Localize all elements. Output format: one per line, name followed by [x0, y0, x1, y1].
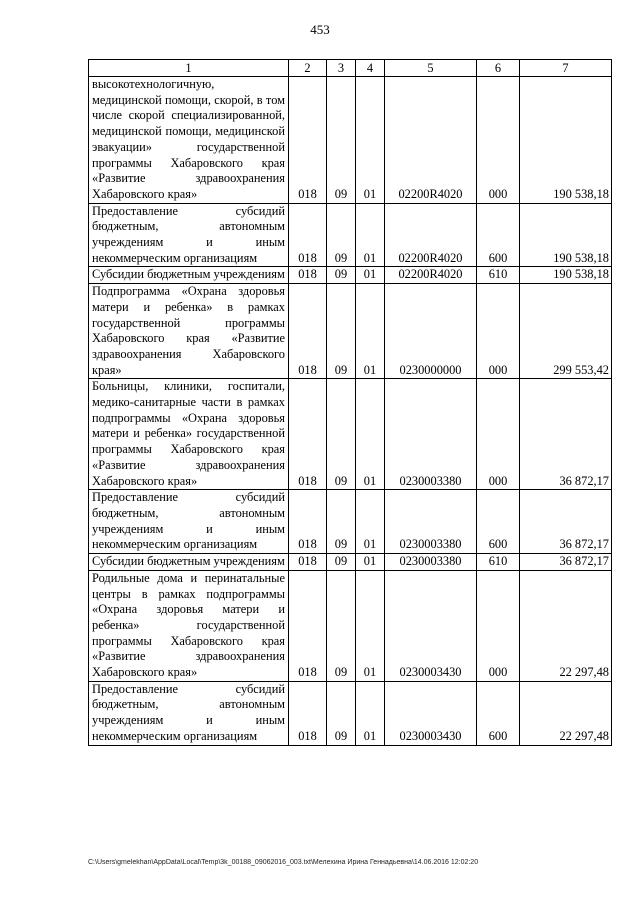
cell-target-article: 0230003430 [385, 570, 477, 681]
cell-section: 09 [327, 490, 356, 554]
cell-target-article: 0230003380 [385, 379, 477, 490]
cell-section: 09 [327, 554, 356, 571]
cell-section: 09 [327, 681, 356, 745]
column-header: 6 [477, 60, 520, 77]
cell-target-article: 0230003430 [385, 681, 477, 745]
cell-expense-type: 610 [477, 554, 520, 571]
cell-grbs: 018 [289, 570, 327, 681]
cell-sum: 36 872,17 [520, 554, 612, 571]
cell-subsection: 01 [356, 267, 385, 284]
table-row [89, 203, 612, 267]
row-name: Субсидии бюджетным учреждениям [89, 554, 289, 571]
cell-expense-type: 000 [477, 570, 520, 681]
cell-section: 09 [327, 267, 356, 284]
cell-expense-type: 000 [477, 77, 520, 204]
table-row [89, 681, 612, 745]
cell-grbs: 018 [289, 681, 327, 745]
cell-expense-type: 600 [477, 681, 520, 745]
cell-section: 09 [327, 570, 356, 681]
cell-target-article: 02200R4020 [385, 77, 477, 204]
row-name: высокотехнологичную, медицинской помощи, скорой, в том числе скорой специализированной, медицинской помощи, медицинской эвакуации» государственной программы Хабаровского края «Развитие здравоохранения Хабаровского края» [89, 77, 289, 204]
cell-section: 09 [327, 379, 356, 490]
cell-sum: 299 553,42 [520, 284, 612, 379]
cell-grbs: 018 [289, 379, 327, 490]
cell-expense-type: 000 [477, 284, 520, 379]
cell-subsection: 01 [356, 570, 385, 681]
cell-section: 09 [327, 203, 356, 267]
cell-sum: 190 538,18 [520, 77, 612, 204]
cell-sum: 36 872,17 [520, 379, 612, 490]
row-name: Родильные дома и перинатальные центры в рамках подпрограммы «Охрана здоровья матери и ребенка» государственной программы Хабаровского края «Развитие здравоохранения Хабаровского края» [89, 570, 289, 681]
row-name: Субсидии бюджетным учреждениям [89, 267, 289, 284]
cell-sum: 22 297,48 [520, 681, 612, 745]
table-row [89, 570, 612, 681]
cell-section: 09 [327, 77, 356, 204]
cell-sum: 190 538,18 [520, 267, 612, 284]
column-header: 2 [289, 60, 327, 77]
cell-grbs: 018 [289, 203, 327, 267]
table-row [89, 267, 612, 284]
column-header: 3 [327, 60, 356, 77]
cell-sum: 22 297,48 [520, 570, 612, 681]
cell-sum: 36 872,17 [520, 490, 612, 554]
budget-table [88, 59, 612, 746]
cell-sum: 190 538,18 [520, 203, 612, 267]
cell-expense-type: 610 [477, 267, 520, 284]
cell-subsection: 01 [356, 379, 385, 490]
cell-expense-type: 600 [477, 203, 520, 267]
column-header: 4 [356, 60, 385, 77]
table-row [89, 554, 612, 571]
cell-expense-type: 000 [477, 379, 520, 490]
cell-subsection: 01 [356, 554, 385, 571]
cell-subsection: 01 [356, 203, 385, 267]
cell-grbs: 018 [289, 490, 327, 554]
cell-subsection: 01 [356, 681, 385, 745]
column-header: 7 [520, 60, 612, 77]
cell-grbs: 018 [289, 267, 327, 284]
column-header: 1 [89, 60, 289, 77]
row-name: Предоставление субсидий бюджетным, автономным учреждениям и иным некоммерческим организациям [89, 490, 289, 554]
table-header-row [89, 60, 612, 77]
cell-section: 09 [327, 284, 356, 379]
table-row [89, 77, 612, 204]
column-header: 5 [385, 60, 477, 77]
cell-target-article: 0230003380 [385, 490, 477, 554]
cell-target-article: 0230003380 [385, 554, 477, 571]
file-path-footer: C:\Users\gmelekhan\AppData\Local\Temp\3k_00188_09062016_003.txt\Мелехина Ирина Геннадьевна\14.06.2016 12:02:20 [88, 859, 479, 866]
cell-subsection: 01 [356, 77, 385, 204]
cell-grbs: 018 [289, 284, 327, 379]
table-row [89, 379, 612, 490]
row-name: Больницы, клиники, госпитали, медико-санитарные части в рамках подпрограммы «Охрана здоровья матери и ребенка» государственной программы Хабаровского края «Развитие здравоохранения Хабаровского края» [89, 379, 289, 490]
table-row [89, 490, 612, 554]
row-name: Предоставление субсидий бюджетным, автономным учреждениям и иным некоммерческим организациям [89, 203, 289, 267]
cell-grbs: 018 [289, 77, 327, 204]
cell-grbs: 018 [289, 554, 327, 571]
cell-subsection: 01 [356, 490, 385, 554]
cell-subsection: 01 [356, 284, 385, 379]
table-row [89, 284, 612, 379]
cell-target-article: 02200R4020 [385, 267, 477, 284]
cell-target-article: 0230000000 [385, 284, 477, 379]
row-name: Предоставление субсидий бюджетным, автономным учреждениям и иным некоммерческим организациям [89, 681, 289, 745]
cell-target-article: 02200R4020 [385, 203, 477, 267]
row-name: Подпрограмма «Охрана здоровья матери и ребенка» в рамках государственной программы Хабаровского края «Развитие здравоохранения Хабаровского края» [89, 284, 289, 379]
page-number: 453 [310, 22, 330, 37]
cell-expense-type: 600 [477, 490, 520, 554]
